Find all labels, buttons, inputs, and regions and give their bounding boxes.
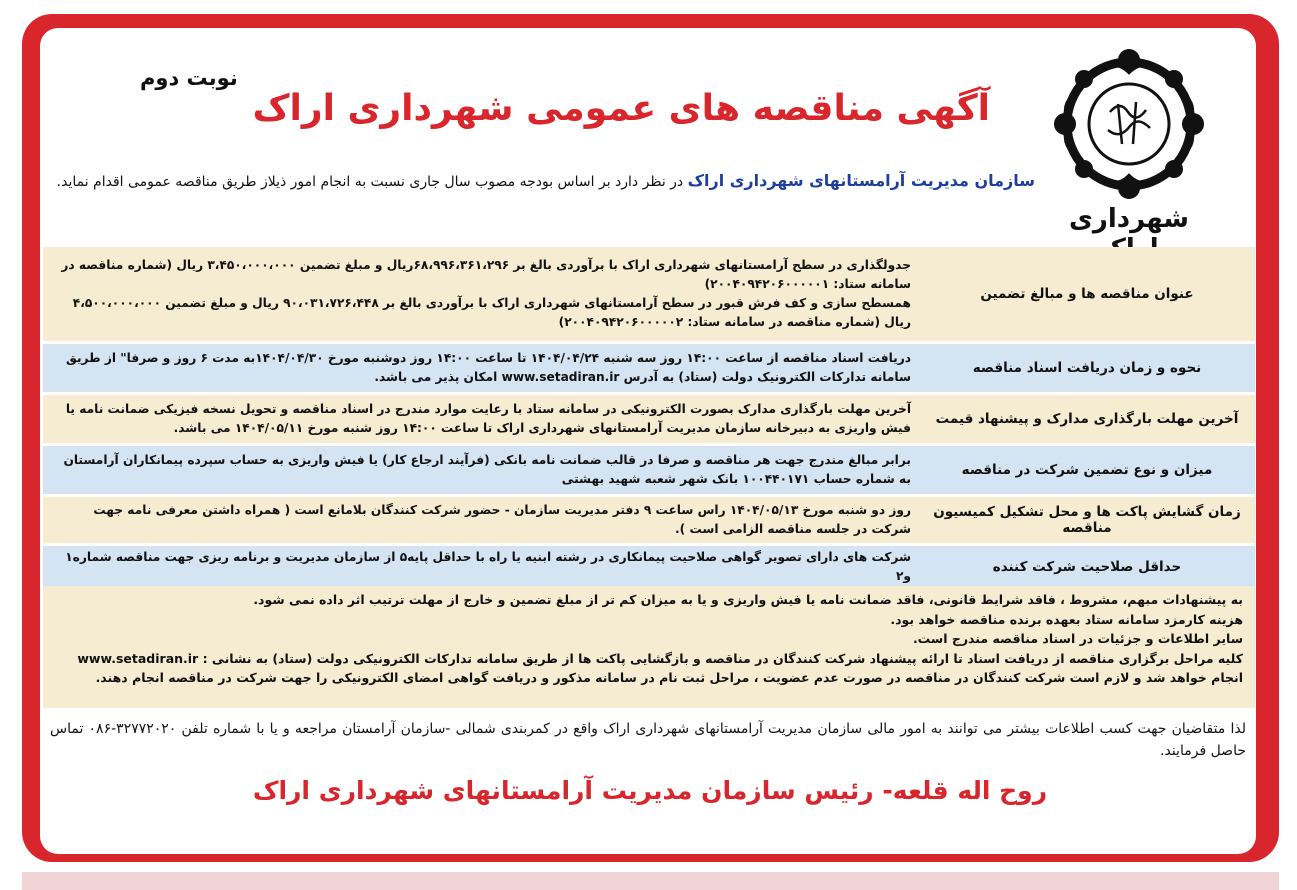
row-label: میزان و نوع تضمین شرکت در مناقصه [919,446,1255,494]
table-row [43,344,1255,392]
table-row [43,546,1255,588]
row-value: برابر مبالغ مندرج جهت هر مناقصه و صرفا در قالب ضمانت نامه بانکی (فرآیند ارجاع کار) یا فیش واریزی به حساب سپرده پیمانکاران آرامستان به شماره حساب ۱۰۰۴۴۰۱۷۱ بانک شهر شعبه شهید بهشتی [43,446,919,494]
row-label: حداقل صلاحیت شرکت کننده [919,546,1255,588]
row-value [43,247,919,341]
row-value: آخرین مهلت بارگذاری مدارک بصورت الکترونیکی در سامانه ستاد با رعایت موارد مندرج در اسناد مناقصه و تحویل نسخه فیزیکی ضمانت نامه یا فیش واریزی به دبیرخانه سازمان مدیریت آرامستانهای شهرداری اراک تا ساعت ۱۴:۰۰ روز شنبه مورخ ۱۴۰۴/۰۵/۱۱ می باشد. [43,395,919,443]
logo-caption: شهرداری [1069,204,1189,234]
page-title: آگهی مناقصه های عمومی شهرداری اراک [252,88,990,129]
contact-paragraph: لذا متقاضیان جهت کسب اطلاعات بیشتر می توانند به امور مالی سازمان مدیریت آرامستانهای شهرداری اراک واقع در کمربندی شمالی -سازمان آرامستان مراجعه و یا با شماره تلفن ۳۲۷۷۲۰۲۰-۰۸۶ تماس حاصل فرمایند. [50,721,1246,759]
note-line: به پیشنهادات مبهم، مشروط ، فاقد شرایط قانونی، فاقد ضمانت نامه یا فیش واریزی و یا به میزان کم تر از مبلغ تضمین و خارج از مهلت ترتیب اثر داده نمی شود. [253,592,1243,607]
intro-text: در نظر دارد بر اساس بودجه مصوب سال جاری نسبت به انجام امور ذیلاز طریق مناقصه عمومی اقدام نماید. [56,174,688,190]
table-row [43,497,1255,543]
note-line: سایر اطلاعات و جزئیات در اسناد مناقصه مندرج است. [912,631,1243,646]
row-value: روز دو شنبه مورخ ۱۴۰۴/۰۵/۱۳ راس ساعت ۹ دفتر مدیریت سازمان - حضور شرکت کنندگان بلامانع است ( همراه داشتن معرفی نامه جهت شرکت در جلسه مناقصه الزامی است ). [43,497,919,543]
tender-2-description: همسطح سازی و کف فرش قبور در سطح آرامستانهای شهرداری اراک با برآوردی بالغ بر ۹۰،۰۳۱،۷۲۶،۴۴۸ ریال و مبلغ تضمین ۴،۵۰۰،۰۰۰،۰۰۰ ریال (شماره مناقصه در سامانه ستاد: ۲۰۰۴۰۹۴۲۰۶۰۰۰۰۰۲) [72,296,911,329]
row-value: شرکت های دارای تصویر گواهی صلاحیت پیمانکاری در رشته ابنیه یا راه با حداقل پایه۵ از سازمان مدیریت و برنامه ریزی جهت مناقصه شماره۱ و۲ [43,546,919,588]
row-value: دریافت اسناد مناقصه از ساعت ۱۴:۰۰ روز سه شنبه ۱۴۰۴/۰۴/۲۴ تا ساعت ۱۴:۰۰ روز دوشنبه مورخ ۱۴۰۴/۰۴/۳۰به مدت ۶ روز و صرفا" از طریق سامانه تدارکات الکترونیک دولت (ستاد) به آدرس www.setadiran.ir امکان پذیر می باشد. [43,344,919,392]
terms-notes [43,586,1255,708]
tender-details-table [43,244,1255,591]
tender-1-description: جدولگذاری در سطح آرامستانهای شهرداری اراک با برآوردی بالغ بر ۶۸،۹۹۶،۳۶۱،۲۹۶ریال و مبلغ تضمین ۳،۴۵۰،۰۰۰،۰۰۰ ریال (شماره مناقصه در سامانه ستاد: ۲۰۰۴۰۹۴۲۰۶۰۰۰۰۰۱) [61,258,911,291]
table-row [43,247,1255,341]
signature: روح اله قلعه- رئیس سازمان مدیریت آرامستانهای شهرداری اراک [252,776,1048,805]
table-row [43,395,1255,443]
row-label: نحوه و زمان دریافت اسناد مناقصه [919,344,1255,392]
note-line: هزینه کارمزد سامانه ستاد بعهده برنده مناقصه خواهد بود. [890,611,1243,627]
table-row [43,446,1255,494]
row-label: آخرین مهلت بارگذاری مدارک و پیشنهاد قیمت [919,395,1255,443]
row-label: زمان گشایش پاکت ها و محل تشکیل کمیسیون مناقصه [919,497,1255,543]
organization-name: سازمان مدیریت آرامستانهای شهرداری اراک [687,171,1035,190]
publication-turn-label: نوبت دوم [140,66,238,90]
intro-paragraph [50,168,1035,195]
bottom-strip [22,872,1279,890]
note-line: کلیه مراحل برگزاری مناقصه از دریافت اسناد تا ارائه پیشنهاد شرکت کنندگان در مناقصه و بازگشایی پاکت ها از طریق سامانه تدارکات الکترونیکی دولت (ستاد) به نشانی : www.setadiran.ir انجام خواهد شد و لازم است شرکت کنندگان در مناقصه در صورت عدم عضویت ، مراحل ثبت نام در سامانه مذکور و دریافت گواهی امضای الکترونیکی را جهت شرکت در مناقصه انجام دهند. [77,650,1243,685]
row-label: عنوان مناقصه ها و مبالغ تضمین [919,247,1255,341]
